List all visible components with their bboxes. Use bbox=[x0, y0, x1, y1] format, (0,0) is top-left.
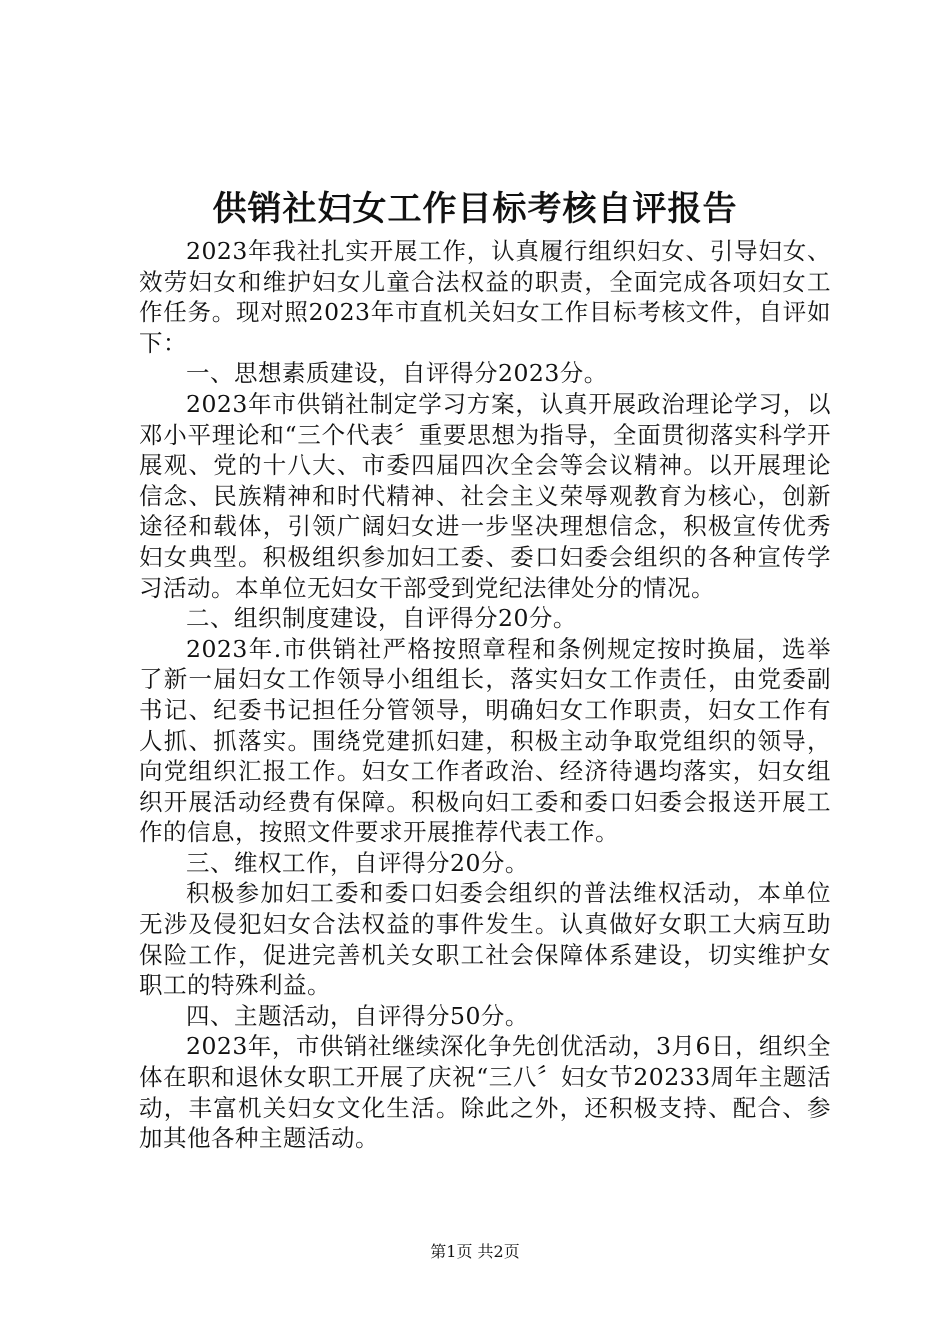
section-heading-2: 二、组织制度建设，自评得分20分。 bbox=[186, 604, 577, 633]
section-heading-3: 三、维权工作，自评得分20分。 bbox=[186, 848, 529, 877]
paragraph-section-4: 2023年，市供销社继续深化争先创优活动，3月6日，组织全体在职和退休女职工开展了庆祝“三八〞妇女节20233周年主题活动，丰富机关妇女文化生活。除此之外，还积极支持、配合、参加其他各种主题活动。 bbox=[139, 1032, 831, 1153]
paragraph-section-2: 2023年.市供销社严格按照章程和条例规定按时换届，选举了新一届妇女工作领导小组组长，落实妇女工作责任，由党委副书记、纪委书记担任分管领导，明确妇女工作职责，妇女工作有人抓、抓落实。围绕党建抓妇建，积极主动争取党组织的领导，向党组织汇报工作。妇女工作者政治、经济待遇均落实，妇女组织开展活动经费有保障。积极向妇工委和委口妇委会报送开展工作的信息，按照文件要求开展推荐代表工作。 bbox=[139, 634, 831, 847]
document-title: 供销社妇女工作目标考核自评报告 bbox=[212, 189, 738, 229]
paragraph-section-1: 2023年市供销社制定学习方案，认真开展政治理论学习，以邓小平理论和“三个代表〞重要思想为指导，全面贯彻落实科学开展观、党的十八大、市委四届四次全会等会议精神。以开展理论信念、民族精神和时代精神、社会主义荣辱观教育为核心，创新途径和载体，引领广阔妇女进一步坚决理想信念，积极宣传优秀妇女典型。积极组织参加妇工委、委口妇委会组织的各种宣传学习活动。本单位无妇女干部受到党纪法律处分的情况。 bbox=[139, 389, 831, 602]
paragraph-intro: 2023年我社扎实开展工作，认真履行组织妇女、引导妇女、效劳妇女和维护妇女儿童合法权益的职责，全面完成各项妇女工作任务。现对照2023年市直机关妇女工作目标考核文件，自评如下： bbox=[139, 237, 831, 357]
section-heading-4: 四、主题活动，自评得分50分。 bbox=[186, 1001, 529, 1030]
section-heading-1: 一、思想素质建设，自评得分2023分。 bbox=[186, 359, 608, 388]
paragraph-section-3: 积极参加妇工委和委口妇委会组织的普法维权活动，本单位无涉及侵犯妇女合法权益的事件发生。认真做好女职工大病互助保险工作，促进完善机关女职工社会保障体系建设，切实维护女职工的特殊利益。 bbox=[139, 879, 831, 1000]
document-body bbox=[139, 236, 831, 1154]
page-number-footer: 第1页 共2页 bbox=[430, 1242, 520, 1261]
